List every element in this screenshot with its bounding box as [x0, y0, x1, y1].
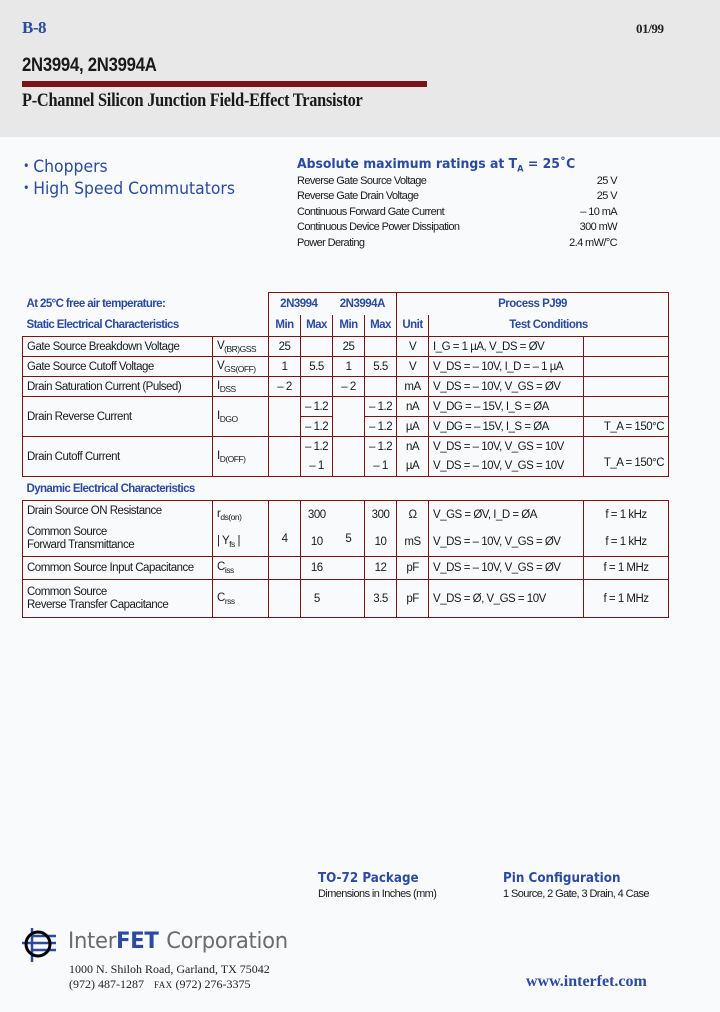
company-phone: (972) 487-1287 FAX (972) 276-3375 — [69, 977, 251, 991]
page-id: B-8 — [22, 18, 46, 37]
col-max: Max — [365, 315, 397, 337]
table-row: Drain Cutoff Current $I_{D(OFF)}$ – 1.2 – 1 – 1.2 – 1 nA µA V_DS = – 10V, V_GS = 10V V_DS = – 10V, V_GS = 10V T_A = 150°C — [23, 437, 669, 477]
company-name: InterFET Corporation — [68, 929, 288, 954]
table-row: Gate Source Breakdown Voltage $V_{(BR)GSS}$ 25 25 V I_G = 1 µA, V_DS = ØV — [23, 337, 669, 357]
ratings-title: Absolute maximum ratings at $T_A$ = 25˚C — [297, 156, 576, 175]
rating-row: Reverse Gate Drain Voltage 25 V — [297, 190, 617, 203]
package-title: TO-72 Package — [318, 871, 419, 886]
package-dimensions-note: Dimensions in Inches (mm) — [318, 888, 437, 900]
feature-item: • Choppers — [23, 157, 108, 177]
title-rule — [22, 81, 427, 87]
table-row: Common Source Reverse Transfer Capacitance $C_{rss}$ 5 3.5 pF V_DS = Ø, V_GS = 10V f = 1 MHz — [23, 580, 669, 618]
website-link[interactable]: www.interfet.com — [526, 973, 647, 990]
dynamic-section-label: Dynamic Electrical Characteristics — [26, 482, 195, 495]
pin-configuration — [503, 871, 649, 900]
table-row: Common Source Input Capacitance $C_{iss}$ 16 12 pF V_DS = – 10V, V_GS = ØV f = 1 MHz — [23, 557, 669, 580]
pin-config-title: Pin Configuration — [503, 871, 621, 886]
table-row: Drain Reverse Current $I_{DGO}$ – 1.2 – 1.2 nA V_DG = – 15V, I_S = ØA — [23, 397, 669, 417]
static-section-label: Static Electrical Characteristics — [26, 319, 179, 332]
table-row: Gate Source Cutoff Voltage $V_{GS(OFF)}$ 1 5.5 1 5.5 V V_DS = – 10V, I_D = – 1 µA — [23, 357, 669, 377]
rating-row: Continuous Forward Gate Current – 10 mA — [297, 205, 617, 218]
package-info — [318, 871, 436, 900]
part-numbers: 2N3994, 2N3994A — [22, 55, 157, 76]
rating-row: Power Derating 2.4 mW/°C — [297, 236, 617, 249]
revision-date: 01/99 — [636, 21, 664, 36]
pin-config-list: 1 Source, 2 Gate, 3 Drain, 4 Case — [503, 888, 649, 900]
interfet-logo-icon — [22, 928, 56, 962]
col-max: Max — [301, 315, 333, 337]
part-header: 2N3994 2N3994A — [269, 293, 397, 315]
col-min: Min — [333, 315, 365, 337]
bullet-icon: • — [23, 181, 30, 195]
temp-note: At 25°C free air temperature: — [26, 297, 166, 310]
col-test-conditions: Test Conditions — [429, 315, 669, 337]
bullet-icon: • — [23, 159, 30, 173]
col-min: Min — [269, 315, 301, 337]
absolute-max-ratings — [297, 156, 617, 252]
table-row: Drain Saturation Current (Pulsed) $I_{DSS}$ – 2 – 2 mA V_DS = – 10V, V_GS = ØV — [23, 377, 669, 397]
feature-item: • High Speed Commutators — [23, 179, 235, 199]
rating-row: Reverse Gate Source Voltage 25 V — [297, 175, 617, 187]
electrical-characteristics-table — [22, 292, 668, 618]
table-row: – 1.2 – 1.2 µA V_DG = – 15V, I_S = ØA T_A = 150°C — [23, 417, 669, 437]
table-row: Drain Source ON Resistance Common Source Forward Transmittance $r_{ds(on)}$ | $Y_{fs}$ | 4 300 10 5 300 10 Ω mS V_GS = ØV, I_D = ØA V_DS = – 10V, V_GS = ØV f = 1 kHz f = 1 kHz — [23, 501, 669, 557]
process-header: Process PJ99 — [397, 293, 669, 315]
rating-row: Continuous Device Power Dissipation 300 mW — [297, 221, 617, 234]
col-unit: Unit — [397, 315, 429, 337]
feature-list — [23, 156, 253, 200]
company-address: 1000 N. Shiloh Road, Garland, TX 75042 — [69, 962, 270, 976]
page-title: P-Channel Silicon Junction Field-Effect Transistor — [22, 90, 363, 111]
